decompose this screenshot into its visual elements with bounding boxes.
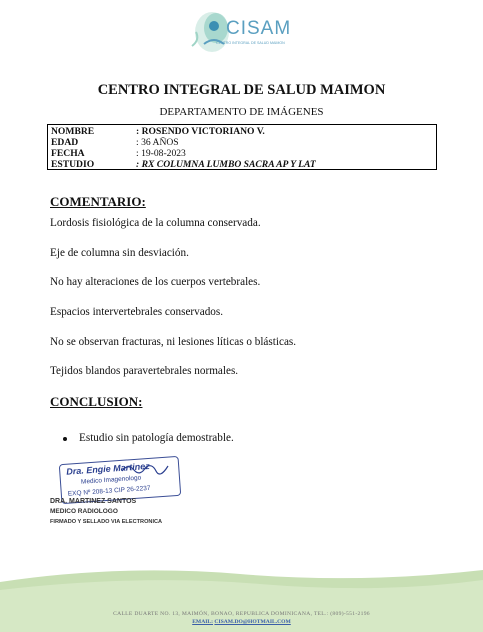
info-row-age bbox=[51, 137, 433, 148]
footer-address: CALLE DUARTE NO. 13, MAIMÓN, BONAO, REPUBLICA DOMINICANA, TEL.: (809)-551-2196 bbox=[113, 611, 370, 617]
department-label: DEPARTAMENTO DE IMÁGENES bbox=[159, 106, 324, 118]
info-row-name bbox=[51, 126, 433, 137]
info-value: : 36 AÑOS bbox=[136, 137, 179, 148]
logo-subtitle: CENTRO INTEGRAL DE SALUD MAIMON bbox=[216, 41, 285, 45]
info-row-date bbox=[51, 148, 433, 159]
conclusion-text: Estudio sin patología demostrable. bbox=[79, 432, 234, 444]
info-label: ESTUDIO bbox=[51, 159, 95, 170]
signature-scribble-icon bbox=[120, 461, 170, 475]
comentario-heading: COMENTARIO: bbox=[50, 194, 146, 209]
signature-note: FIRMADO Y SELLADO VIA ELECTRONICA bbox=[50, 519, 163, 525]
stamp-exq: EXQ Nº 208-13 CIP 26-2237 bbox=[67, 484, 151, 498]
info-value: : ROSENDO VICTORIANO V. bbox=[136, 126, 265, 137]
conclusion-heading: CONCLUSION: bbox=[50, 394, 143, 409]
info-value: : RX COLUMNA LUMBO SACRA AP Y LAT bbox=[136, 159, 316, 170]
info-label: FECHA bbox=[51, 148, 85, 159]
finding-item: Eje de columna sin desviación. bbox=[50, 247, 189, 259]
finding-item: No hay alteraciones de los cuerpos vertebrales. bbox=[50, 276, 261, 288]
finding-item: Lordosis fisiológica de la columna conservada. bbox=[50, 217, 261, 229]
finding-item: Tejidos blandos paravertebrales normales. bbox=[50, 365, 239, 377]
finding-item: No se observan fracturas, ni lesiones líticas o blásticas. bbox=[50, 336, 297, 348]
stamp-name: Dra. Engie Martinez bbox=[65, 460, 150, 477]
info-label: NOMBRE bbox=[51, 126, 95, 137]
cisam-logo bbox=[190, 6, 300, 54]
footer-email-line bbox=[0, 619, 483, 625]
signature-title: MEDICO RADIOLOGO bbox=[50, 508, 118, 515]
info-row-study bbox=[51, 159, 433, 170]
patient-info-box bbox=[47, 124, 437, 170]
stamp-role: Medico Imagenologo bbox=[80, 474, 142, 486]
finding-item: Espacios intervertebrales conservados. bbox=[50, 306, 224, 318]
signature-name: DRA. MARTINEZ SANTOS bbox=[50, 498, 137, 505]
info-value: : 19-08-2023 bbox=[136, 148, 186, 159]
footer-email[interactable]: CISAM.DO@HOTMAIL.COM bbox=[214, 619, 291, 625]
info-label: EDAD bbox=[51, 137, 79, 148]
footer-email-prefix: EMAIL: bbox=[192, 619, 214, 625]
bullet-icon bbox=[63, 437, 67, 441]
logo-name: CISAM bbox=[226, 18, 292, 39]
page-title: CENTRO INTEGRAL DE SALUD MAIMON bbox=[97, 82, 386, 98]
